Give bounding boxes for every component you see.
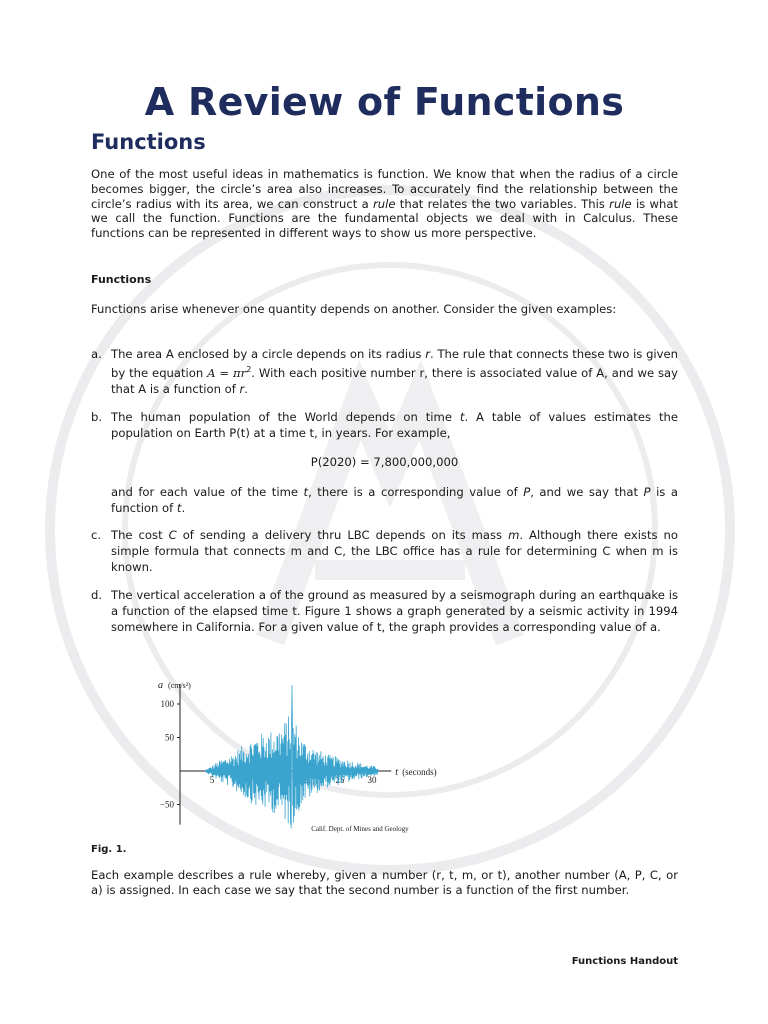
page-footer: Functions Handout <box>571 956 678 967</box>
list-label: c. <box>91 528 102 542</box>
seismograph-trace <box>206 685 379 828</box>
x-tick-label: 30 <box>367 775 377 785</box>
subheading: Functions <box>91 273 152 286</box>
list-item-b-continued: and for each value of the time t, there is a corresponding value of P, and we say that P is a function of t. <box>111 485 678 515</box>
y-tick-label: 50 <box>165 732 174 743</box>
list-item-b: b. The human population of the World depends on time t. A table of values estimates the population on Earth P(t) at a time t, in years. For example, <box>91 410 678 440</box>
list-label: a. <box>91 347 102 361</box>
intro-paragraph: One of the most useful ideas in mathematics is function. We know that when the radius of a circle becomes bigger, the circle’s area also increases. To accurately find the relationship between the circle’s radius with its area, we can construct a rule that relates the two variables. This rule is what we call the function. Functions are the fundamental objects we deal with in Calculus. These functions can be represented in different ways to show us more perspective. <box>91 167 678 241</box>
x-tick-label: 15 <box>271 775 281 785</box>
page-title: A Review of Functions <box>144 80 625 124</box>
figure-caption: Fig. 1. <box>91 844 127 855</box>
y-tick-label: 100 <box>160 699 174 709</box>
x-axis-unit: (seconds) <box>402 767 437 777</box>
x-tick-label: 20 <box>303 775 313 785</box>
list-item-d: d. The vertical acceleration a of the ground as measured by a seismograph during an earthquake is a function of the elapsed time t. Figure 1 shows a graph generated by a seismic activity in 1994 somewhere in California. For a given value of t, the graph provides a corresponding value of a. <box>91 588 678 634</box>
y-axis-unit: (cm/s²) <box>168 680 191 690</box>
x-tick-label: 5 <box>209 775 215 785</box>
y-axis-label: a <box>158 679 163 691</box>
x-tick-label: 10 <box>239 775 249 785</box>
section-heading: Functions <box>91 130 206 154</box>
list-item-c: c. The cost C of sending a delivery thru LBC depends on its mass m. Although there exists no simple formula that connects m and C, the LBC office has a rule for determining C when m is known. <box>91 528 678 574</box>
list-item-a: a. The area A enclosed by a circle depends on its radius r. The rule that connects these two is given by the equation $A = \pi r^2$. With each positive number r, there is associated value of A, and we say that A is a function of r. <box>91 347 678 396</box>
list-label: b. <box>91 410 103 424</box>
x-tick-label: 25 <box>335 775 345 785</box>
list-label: d. <box>91 588 103 602</box>
seismograph-chart <box>146 660 546 845</box>
chart-source: Calif. Dept. of Mines and Geology <box>311 825 409 833</box>
closing-paragraph: Each example describes a rule whereby, given a number (r, t, m, or t), another number (A, P, C, or a) is assigned. In each case we say that the second number is a function of the first number. <box>91 868 678 897</box>
lead-paragraph: Functions arise whenever one quantity depends on another. Consider the given examples: <box>91 302 617 316</box>
population-equation: P(2020) = 7,800,000,000 <box>310 455 459 469</box>
x-axis-label: t <box>395 767 398 778</box>
y-tick-label: −50 <box>159 799 174 810</box>
